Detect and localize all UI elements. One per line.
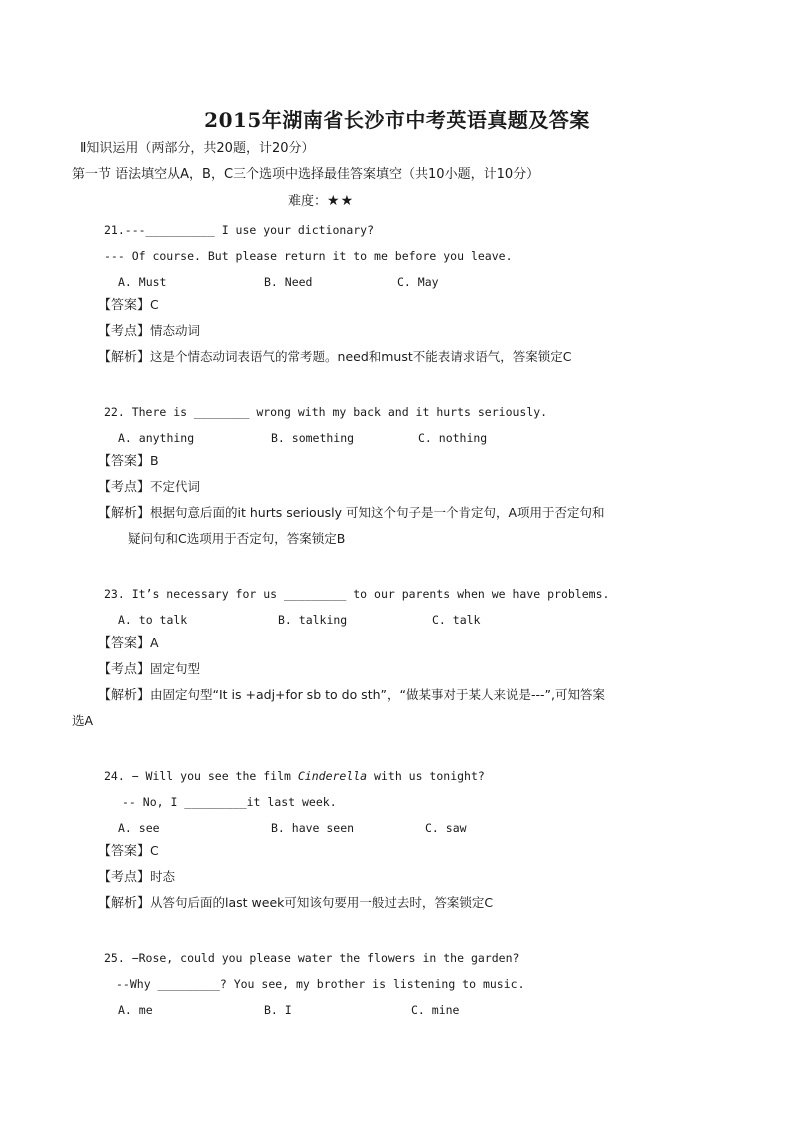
q21-answer bbox=[98, 296, 159, 315]
answer-label: 【答案】 bbox=[98, 298, 151, 313]
q22-analysis bbox=[98, 504, 605, 523]
analysis-label: 【解析】 bbox=[98, 896, 151, 911]
analysis-label: 【解析】 bbox=[98, 350, 151, 365]
q21-point-value: 情态动词 bbox=[150, 323, 201, 338]
q24-answer bbox=[98, 842, 159, 861]
q23-option-b: B. talking bbox=[278, 613, 348, 627]
analysis-label: 【解析】 bbox=[98, 506, 151, 521]
q22-point-value: 不定代词 bbox=[150, 479, 201, 494]
point-label: 【考点】 bbox=[98, 870, 151, 885]
q24-point bbox=[98, 868, 175, 887]
q22-stem: 22. There is ________ wrong with my back and it hurts seriously. bbox=[104, 405, 548, 419]
q23-analysis-text: 由固定句型“It is +adj+for sb to do sth”，“做某事对于某人来说是---”,可知答案 bbox=[150, 687, 605, 702]
q23-option-a: A. to talk bbox=[118, 613, 188, 627]
q24-film-title: Cinderella bbox=[297, 769, 368, 783]
q23-answer-value: A bbox=[150, 635, 159, 650]
difficulty-label: 难度： bbox=[288, 194, 328, 209]
q23-analysis bbox=[98, 686, 605, 705]
q22-option-c: C. nothing bbox=[418, 431, 488, 445]
q24-option-a: A. see bbox=[118, 821, 160, 835]
subsection-heading: 第一节 语法填空从A，B，C三个选项中选择最佳答案填空（共10小题，计10分） bbox=[72, 167, 540, 182]
q24-reply: -- No, I _________it last week. bbox=[122, 795, 337, 809]
q25-option-c: C. mine bbox=[411, 1003, 460, 1017]
q23-analysis-cont: 选A bbox=[72, 713, 94, 728]
point-label: 【考点】 bbox=[98, 662, 151, 677]
q23-answer bbox=[98, 634, 159, 653]
q23-option-c: C. talk bbox=[432, 613, 481, 627]
q21-analysis bbox=[98, 348, 572, 367]
page-title: 2015年湖南省长沙市中考英语真题及答案 bbox=[204, 108, 590, 132]
q24-stem bbox=[104, 767, 485, 785]
point-label: 【考点】 bbox=[98, 480, 151, 495]
q24-option-c: C. saw bbox=[425, 821, 467, 835]
q25-option-b: B. I bbox=[264, 1003, 292, 1017]
answer-label: 【答案】 bbox=[98, 844, 151, 859]
q24-point-value: 时态 bbox=[150, 869, 176, 884]
q22-analysis-text: 根据句意后面的it hurts seriously 可知这个句子是一个肯定句，A项用于否定句和 bbox=[150, 505, 605, 520]
star-icon: ★★ bbox=[327, 193, 355, 209]
q21-option-c: C. May bbox=[397, 275, 439, 289]
answer-label: 【答案】 bbox=[98, 454, 151, 469]
q22-answer bbox=[98, 452, 159, 471]
q22-option-a: A. anything bbox=[118, 431, 195, 445]
q24-stem-pre: 24. − Will you see the film bbox=[104, 769, 298, 783]
q22-point bbox=[98, 478, 200, 497]
q25-reply: --Why _________? You see, my brother is listening to music. bbox=[116, 977, 525, 991]
q23-point-value: 固定句型 bbox=[150, 661, 201, 676]
q21-option-b: B. Need bbox=[264, 275, 313, 289]
q24-answer-value: C bbox=[150, 843, 159, 858]
answer-label: 【答案】 bbox=[98, 636, 151, 651]
q21-reply: --- Of course. But please return it to me before you leave. bbox=[104, 249, 513, 263]
q25-stem: 25. −Rose, could you please water the flowers in the garden? bbox=[104, 951, 520, 965]
q24-analysis-text: 从答句后面的last week可知该句要用一般过去时，答案锁定C bbox=[150, 895, 494, 910]
q23-stem: 23. It’s necessary for us _________ to our parents when we have problems. bbox=[104, 587, 610, 601]
q22-option-b: B. something bbox=[271, 431, 355, 445]
q24-analysis bbox=[98, 894, 493, 913]
q21-point bbox=[98, 322, 200, 341]
section-heading: Ⅱ知识运用（两部分，共20题，计20分） bbox=[80, 141, 315, 156]
analysis-label: 【解析】 bbox=[98, 688, 151, 703]
q22-analysis-cont: 疑问句和C选项用于否定句，答案锁定B bbox=[128, 531, 346, 546]
difficulty bbox=[288, 192, 354, 211]
q22-answer-value: B bbox=[150, 453, 159, 468]
q21-option-a: A. Must bbox=[118, 275, 167, 289]
q25-option-a: A. me bbox=[118, 1003, 153, 1017]
q24-option-b: B. have seen bbox=[271, 821, 355, 835]
q21-stem: 21.---__________ I use your dictionary? bbox=[104, 223, 375, 237]
q21-answer-value: C bbox=[150, 297, 159, 312]
q23-point bbox=[98, 660, 200, 679]
point-label: 【考点】 bbox=[98, 324, 151, 339]
q24-stem-post: with us tonight? bbox=[367, 769, 485, 783]
q21-analysis-text: 这是个情态动词表语气的常考题。need和must不能表请求语气，答案锁定C bbox=[150, 349, 572, 364]
